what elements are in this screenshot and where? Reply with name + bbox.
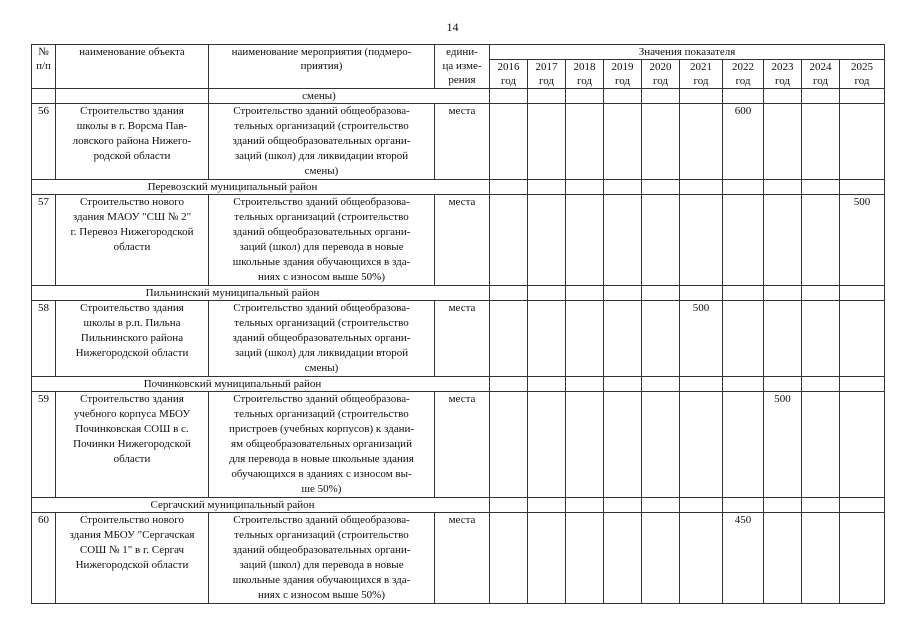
unit: места xyxy=(435,301,490,377)
value-2018 xyxy=(566,104,604,180)
value-2021: 500 xyxy=(680,301,723,377)
object-name: Строительство нового здания МБОУ "Сергачская СОШ № 1" в г. Сергач Нижегородской области xyxy=(56,513,209,604)
value-2022 xyxy=(723,195,764,286)
unit: места xyxy=(435,104,490,180)
measure-name: Строительство зданий общеобразова- тельных организаций (строительство пристроев (учебных корпусов) к здани- ям общеобразовательных организаций для перевода в новые школьные здания обучающихся в зданиях с износом вы- ше 50%) xyxy=(209,392,435,498)
region-empty-cell xyxy=(680,286,723,301)
value-2019 xyxy=(604,392,642,498)
value-2023 xyxy=(764,195,802,286)
region-empty-cell xyxy=(680,498,723,513)
row-number: 58 xyxy=(32,301,56,377)
value-2016 xyxy=(490,104,528,180)
value-2018 xyxy=(566,195,604,286)
value-2024 xyxy=(802,513,840,604)
region-empty-cell xyxy=(604,498,642,513)
value-2020 xyxy=(642,301,680,377)
value-2018 xyxy=(566,513,604,604)
table-header xyxy=(32,45,885,89)
region-empty-cell xyxy=(604,377,642,392)
value-2023 xyxy=(764,301,802,377)
header-year-2016: 2016 год xyxy=(490,60,528,89)
value-2017 xyxy=(528,301,566,377)
header-year-2020: 2020 год xyxy=(642,60,680,89)
object-name: Строительство здания школы в г. Ворсма Пав- ловского района Нижего- родской области xyxy=(56,104,209,180)
value-2020 xyxy=(642,392,680,498)
region-name: Сергачский муниципальный район xyxy=(32,498,490,513)
region-empty-cell xyxy=(604,180,642,195)
unit: места xyxy=(435,513,490,604)
header-year-2019: 2019 год xyxy=(604,60,642,89)
region-empty-cell xyxy=(528,286,566,301)
header-year-2022: 2022 год xyxy=(723,60,764,89)
region-empty-cell xyxy=(566,498,604,513)
region-row xyxy=(32,377,885,392)
region-name: Перевозский муниципальный район xyxy=(32,180,490,195)
value-2021 xyxy=(680,104,723,180)
continuation-row xyxy=(32,89,885,104)
measure-name: Строительство зданий общеобразова- тельных организаций (строительство зданий общеобразовательных органи- заций (школ) для перевода в новые школьные здания обучающихся в зда- ниях с износом выше 50%) xyxy=(209,513,435,604)
value-2016 xyxy=(490,392,528,498)
region-empty-cell xyxy=(642,498,680,513)
value-2021 xyxy=(680,513,723,604)
value-2022: 600 xyxy=(723,104,764,180)
region-empty-cell xyxy=(723,180,764,195)
value-2025 xyxy=(840,301,885,377)
region-row xyxy=(32,286,885,301)
object-name: Строительство здания учебного корпуса МБОУ Починковская СОШ в с. Починки Нижегородской области xyxy=(56,392,209,498)
measure-name: Строительство зданий общеобразова- тельных организаций (строительство зданий общеобразовательных органи- заций (школ) для ликвидации второй смены) xyxy=(209,104,435,180)
region-empty-cell xyxy=(528,498,566,513)
object-name: Строительство здания школы в р.п. Пильна Пильнинского района Нижегородской области xyxy=(56,301,209,377)
region-empty-cell xyxy=(642,377,680,392)
region-empty-cell xyxy=(802,180,840,195)
table-row xyxy=(32,195,885,286)
value-2019 xyxy=(604,513,642,604)
value-2016 xyxy=(490,195,528,286)
value-2019 xyxy=(604,195,642,286)
region-empty-cell xyxy=(840,180,885,195)
value-2023: 500 xyxy=(764,392,802,498)
region-empty-cell xyxy=(802,498,840,513)
region-empty-cell xyxy=(764,286,802,301)
value-2020 xyxy=(642,195,680,286)
region-empty-cell xyxy=(528,377,566,392)
table-row xyxy=(32,392,885,498)
region-empty-cell xyxy=(723,286,764,301)
region-empty-cell xyxy=(840,498,885,513)
region-empty-cell xyxy=(764,498,802,513)
region-empty-cell xyxy=(566,180,604,195)
unit: места xyxy=(435,392,490,498)
header-measure: наименование мероприятия (подмеро- приятия) xyxy=(209,45,435,89)
value-2016 xyxy=(490,301,528,377)
region-empty-cell xyxy=(642,286,680,301)
value-2024 xyxy=(802,104,840,180)
value-2022 xyxy=(723,301,764,377)
continuation-text: смены) xyxy=(209,89,490,104)
region-name: Починковский муниципальный район xyxy=(32,377,490,392)
value-2022: 450 xyxy=(723,513,764,604)
region-empty-cell xyxy=(680,377,723,392)
value-2021 xyxy=(680,195,723,286)
region-empty-cell xyxy=(490,180,528,195)
value-2017 xyxy=(528,392,566,498)
unit: места xyxy=(435,195,490,286)
value-2020 xyxy=(642,513,680,604)
header-unit: едини- ца изме- рения xyxy=(435,45,490,89)
header-year-2023: 2023 год xyxy=(764,60,802,89)
header-year-2017: 2017 год xyxy=(528,60,566,89)
value-2017 xyxy=(528,513,566,604)
header-object: наименование объекта xyxy=(56,45,209,89)
page-number: 14 xyxy=(446,20,459,34)
row-number: 56 xyxy=(32,104,56,180)
header-year-2024: 2024 год xyxy=(802,60,840,89)
header-number: № п/п xyxy=(32,45,56,89)
region-row xyxy=(32,498,885,513)
region-empty-cell xyxy=(490,377,528,392)
region-empty-cell xyxy=(642,180,680,195)
value-2019 xyxy=(604,104,642,180)
header-year-2021: 2021 год xyxy=(680,60,723,89)
value-2024 xyxy=(802,301,840,377)
object-name: Строительство нового здания МАОУ "СШ № 2" г. Перевоз Нижегородской области xyxy=(56,195,209,286)
measure-name: Строительство зданий общеобразова- тельных организаций (строительство зданий общеобразовательных органи- заций (школ) для перевода в новые школьные здания обучающихся в зда- ниях с износом выше 50%) xyxy=(209,195,435,286)
region-empty-cell xyxy=(566,286,604,301)
table-row xyxy=(32,104,885,180)
value-2018 xyxy=(566,392,604,498)
value-2018 xyxy=(566,301,604,377)
value-2022 xyxy=(723,392,764,498)
value-2025 xyxy=(840,513,885,604)
value-2025: 500 xyxy=(840,195,885,286)
table-body xyxy=(32,89,885,604)
region-empty-cell xyxy=(528,180,566,195)
region-empty-cell xyxy=(604,286,642,301)
table-row xyxy=(32,513,885,604)
row-number: 57 xyxy=(32,195,56,286)
row-number: 60 xyxy=(32,513,56,604)
header-year-2025: 2025 год xyxy=(840,60,885,89)
region-empty-cell xyxy=(723,498,764,513)
table-row xyxy=(32,301,885,377)
region-empty-cell xyxy=(764,377,802,392)
value-2025 xyxy=(840,392,885,498)
region-empty-cell xyxy=(802,377,840,392)
value-2020 xyxy=(642,104,680,180)
region-row xyxy=(32,180,885,195)
header-indicator-values: Значения показателя xyxy=(490,45,885,60)
value-2023 xyxy=(764,104,802,180)
header-year-2018: 2018 год xyxy=(566,60,604,89)
region-empty-cell xyxy=(802,286,840,301)
value-2017 xyxy=(528,195,566,286)
region-empty-cell xyxy=(840,377,885,392)
region-name: Пильнинский муниципальный район xyxy=(32,286,490,301)
value-2019 xyxy=(604,301,642,377)
value-2016 xyxy=(490,513,528,604)
measure-name: Строительство зданий общеобразова- тельных организаций (строительство зданий общеобразовательных органи- заций (школ) для ликвидации второй смены) xyxy=(209,301,435,377)
region-empty-cell xyxy=(490,498,528,513)
value-2017 xyxy=(528,104,566,180)
row-number: 59 xyxy=(32,392,56,498)
indicators-table xyxy=(31,44,885,604)
region-empty-cell xyxy=(840,286,885,301)
region-empty-cell xyxy=(680,180,723,195)
value-2024 xyxy=(802,392,840,498)
region-empty-cell xyxy=(490,286,528,301)
value-2021 xyxy=(680,392,723,498)
region-empty-cell xyxy=(723,377,764,392)
region-empty-cell xyxy=(566,377,604,392)
value-2024 xyxy=(802,195,840,286)
value-2025 xyxy=(840,104,885,180)
value-2023 xyxy=(764,513,802,604)
region-empty-cell xyxy=(764,180,802,195)
